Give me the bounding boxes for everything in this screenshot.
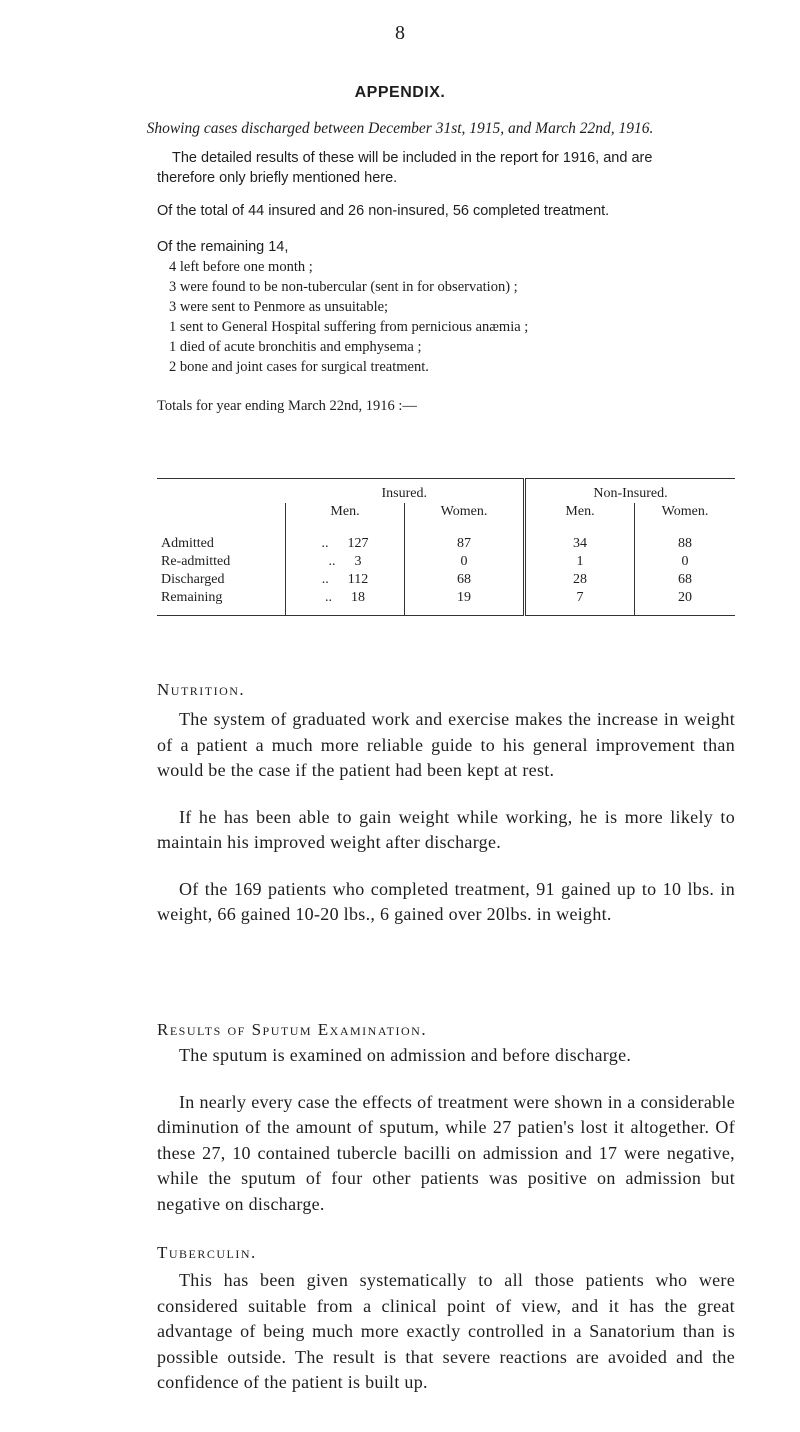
page-number: 8	[395, 22, 405, 44]
row-label: Re-admitted	[161, 554, 231, 569]
cell-value: 112	[347, 572, 369, 587]
cell-value: 19	[405, 589, 525, 616]
insured-group-header: Insured.	[381, 486, 427, 501]
intro-line-1: The detailed results of these will be included in the report for 1916, and are	[172, 150, 653, 166]
appendix-title: APPENDIX.	[354, 84, 446, 101]
cell-value: 28	[525, 571, 635, 589]
cell-value: 127	[347, 536, 369, 551]
table-row	[157, 535, 735, 553]
totals-table	[157, 478, 735, 616]
remaining-item: 1 sent to General Hospital suffering from pernicious anæmia ;	[169, 319, 529, 335]
total-sentence: Of the total of 44 insured and 26 non-insured, 56 completed treatment.	[157, 203, 610, 219]
paragraph: Of the 169 patients who completed treatment, 91 gained up to 10 lbs. in weight, 66 gained 10-20 lbs., 6 gained over 20lbs. in weight.	[157, 878, 735, 924]
paragraph: The sputum is examined on admission and before discharge.	[179, 1045, 632, 1065]
remaining-item: 4 left before one month ;	[169, 259, 313, 275]
row-label: Remaining	[161, 590, 223, 605]
paragraph: In nearly every case the effects of treatment were shown in a considerable diminution of the amount of sputum, while 27 patien's lost it altogether. Of these 27, 10 contained tubercle bacilli on admission and 17 were negative, while the sputum of four other patients was positive on admission but negative on discharge.	[157, 1091, 735, 1214]
table-row	[157, 589, 735, 616]
cell-value: 34	[525, 535, 635, 553]
paragraph: If he has been able to gain weight while working, he is more likely to maintain his improved weight after discharge.	[157, 806, 735, 852]
table-row	[157, 553, 735, 571]
appendix-subtitle: Showing cases discharged between December 31st, 1915, and March 22nd, 1916.	[146, 120, 654, 137]
cell-value: 87	[405, 535, 525, 553]
cell-value: 0	[405, 553, 525, 571]
nutrition-heading: Nutrition.	[157, 680, 246, 699]
tuberculin-section	[157, 1268, 735, 1396]
sputum-heading: Results of Sputum Examination.	[157, 1020, 428, 1039]
cell-value: 68	[635, 571, 736, 589]
leader-dots: ..	[328, 554, 336, 569]
cell-value: 1	[525, 553, 635, 571]
leader-dots: ..	[321, 536, 329, 551]
table-group-header-row	[157, 479, 735, 504]
paragraph: This has been given systematically to all those patients who were considered suitable from a clinical point of view, and it has the great advantage of being much more exactly controlled in a Sanatorium than is possible outside. The result is that severe reactions are avoided and the confidence of the patient is built up.	[157, 1270, 735, 1392]
remaining-item: 3 were found to be non-tubercular (sent in for observation) ;	[169, 279, 518, 295]
col-non-insured-women: Women.	[635, 503, 736, 535]
remaining-heading: Of the remaining 14,	[157, 239, 289, 255]
cell-value: 0	[635, 553, 736, 571]
non-insured-group-header: Non-Insured.	[525, 479, 736, 504]
leader-dots: ..	[325, 590, 332, 605]
col-insured-men: Men.	[286, 503, 405, 535]
col-insured-women: Women.	[405, 503, 525, 535]
table-subheader-row	[157, 503, 735, 535]
paragraph: The system of graduated work and exercise makes the increase in weight of a patient a much more reliable guide to his general improvement than would be the case if the patient had been kept at rest.	[157, 709, 735, 780]
remaining-item: 3 were sent to Penmore as unsuitable;	[169, 299, 389, 315]
cell-value: 18	[351, 590, 365, 605]
cell-value: 20	[635, 589, 736, 616]
remaining-item: 1 died of acute bronchitis and emphysema ;	[169, 339, 422, 355]
leader-dots: ..	[321, 572, 329, 587]
cell-value: 3	[354, 554, 362, 569]
cell-value: 88	[635, 535, 736, 553]
table-row	[157, 571, 735, 589]
sputum-section	[157, 1043, 735, 1217]
totals-heading: Totals for year ending March 22nd, 1916 :—	[157, 398, 417, 414]
col-non-insured-men: Men.	[525, 503, 635, 535]
row-label: Admitted	[161, 536, 214, 551]
tuberculin-heading: Tuberculin.	[157, 1243, 257, 1262]
row-label: Discharged	[161, 572, 225, 587]
nutrition-section	[157, 707, 735, 928]
remaining-item: 2 bone and joint cases for surgical treatment.	[169, 359, 429, 375]
cell-value: 68	[405, 571, 525, 589]
cell-value: 7	[525, 589, 635, 616]
intro-line-2: therefore only briefly mentioned here.	[157, 170, 398, 186]
